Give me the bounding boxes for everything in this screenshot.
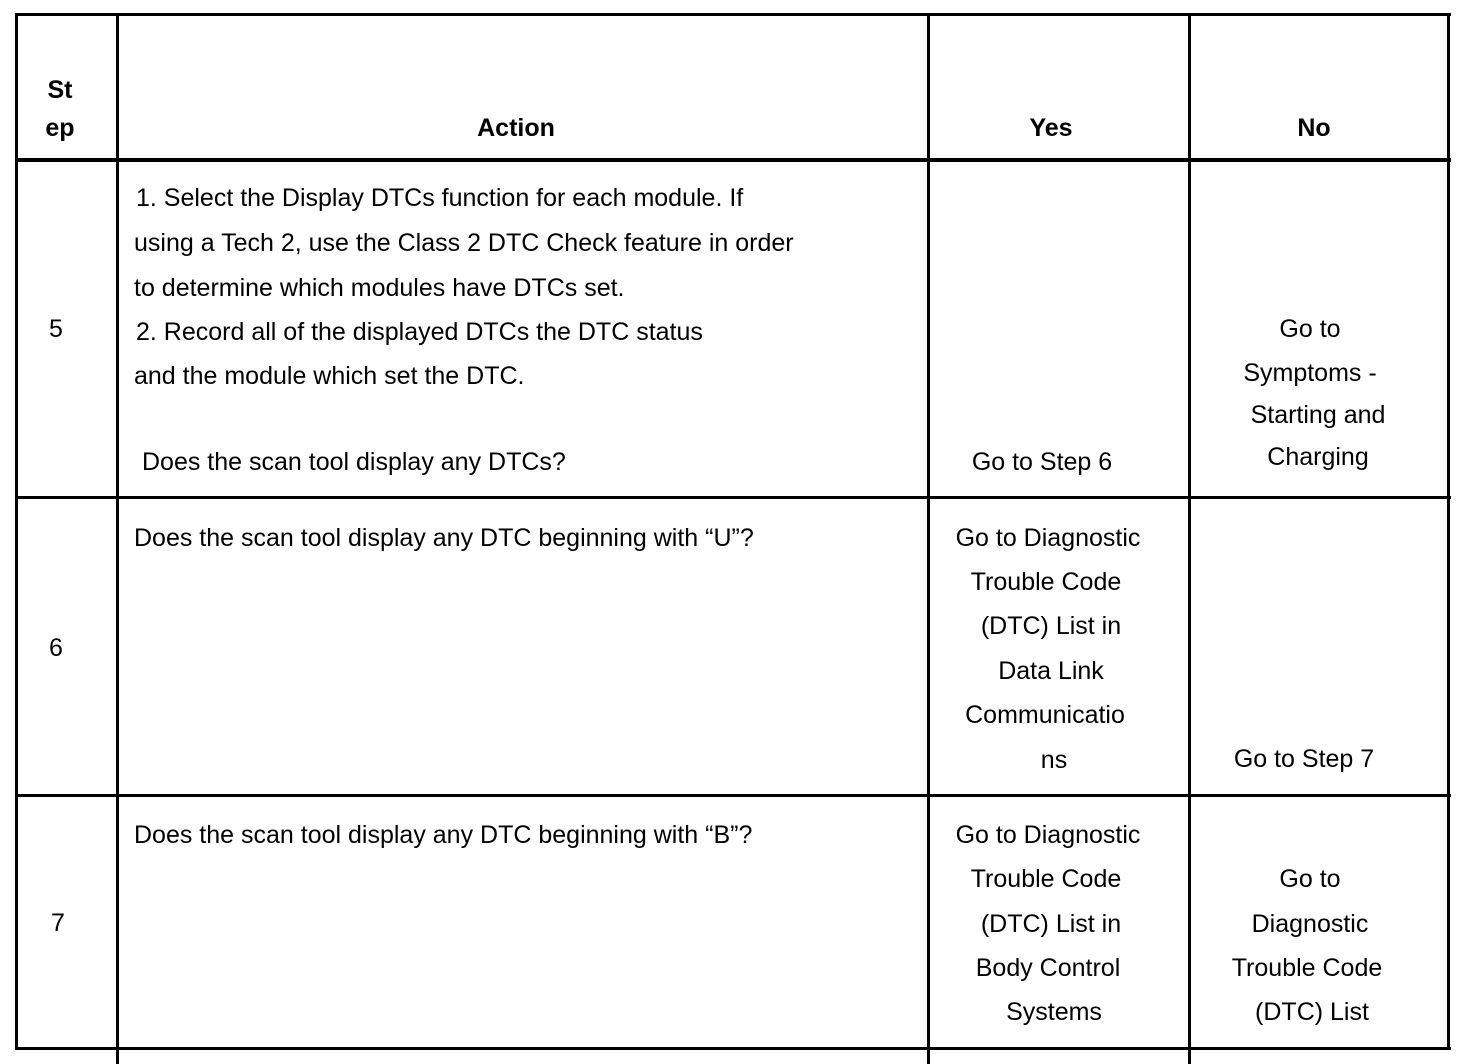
row-6-yes-line-1: Go to Diagnostic [955,524,1141,552]
header-action: Action [477,114,555,142]
row-6-yes-line-2: Trouble Code [970,568,1122,596]
row-5-action-line-3: to determine which modules have DTCs set. [134,274,625,302]
row-7-yes-line-2: Trouble Code [970,865,1122,893]
row-7-no-line-3: Trouble Code [1231,954,1383,982]
row-7-no-line-2: Diagnostic [1251,910,1369,938]
header-step-line2: ep [45,114,75,142]
row-5-action-line-4: 2. Record all of the displayed DTCs the DTC status [136,318,703,346]
table-border-left [15,13,18,1050]
row-5-no-line-1: Go to [1279,315,1341,343]
table-border-bottom [15,1047,1451,1050]
row-5-no-line-3: Starting and [1250,401,1386,429]
table-border-top [15,13,1451,16]
row-6-step: 6 [49,634,63,662]
row-5-step: 5 [49,315,63,343]
row-7-yes-line-5: Systems [1006,998,1102,1026]
row-6-no-line-1: Go to Step 7 [1233,745,1375,773]
row-5-action-line-2: using a Tech 2, use the Class 2 DTC Check feature in order [134,229,794,257]
row-7-step: 7 [51,909,65,937]
row-6-yes-line-3: (DTC) List in [980,612,1122,640]
row-7-yes-line-1: Go to Diagnostic [955,821,1141,849]
row-divider-5 [15,496,1451,499]
row-7-yes-line-4: Body Control [975,954,1121,982]
row-5-action-line-1: 1. Select the Display DTCs function for each module. If [136,184,744,212]
row-6-yes-line-4: Data Link [998,657,1104,685]
table-border-right [1447,13,1450,1050]
row-5-no-line-2: Symptoms - [1243,359,1377,387]
col-divider-step [116,13,119,1064]
row-5-question: Does the scan tool display any DTCs? [142,448,566,476]
row-divider-6 [15,794,1451,797]
col-divider-yes [1188,13,1191,1064]
row-7-question: Does the scan tool display any DTC beginning with “B”? [134,821,753,849]
col-divider-action [927,13,930,1064]
header-no: No [1297,114,1331,142]
row-6-question: Does the scan tool display any DTC beginning with “U”? [134,524,754,552]
row-6-yes-line-6: ns [1040,746,1068,774]
header-step-line1: St [47,76,73,104]
row-7-no-line-4: (DTC) List [1255,998,1369,1026]
row-5-action-line-5: and the module which set the DTC. [134,362,525,390]
header-yes: Yes [1029,114,1073,142]
row-7-yes-line-3: (DTC) List in [980,910,1122,938]
header-divider [15,158,1451,162]
row-5-no-line-4: Charging [1267,443,1369,471]
row-7-no-line-1: Go to [1279,865,1341,893]
row-5-yes-line-1: Go to Step 6 [971,448,1113,476]
row-6-yes-line-5: Communicatio [965,701,1125,729]
